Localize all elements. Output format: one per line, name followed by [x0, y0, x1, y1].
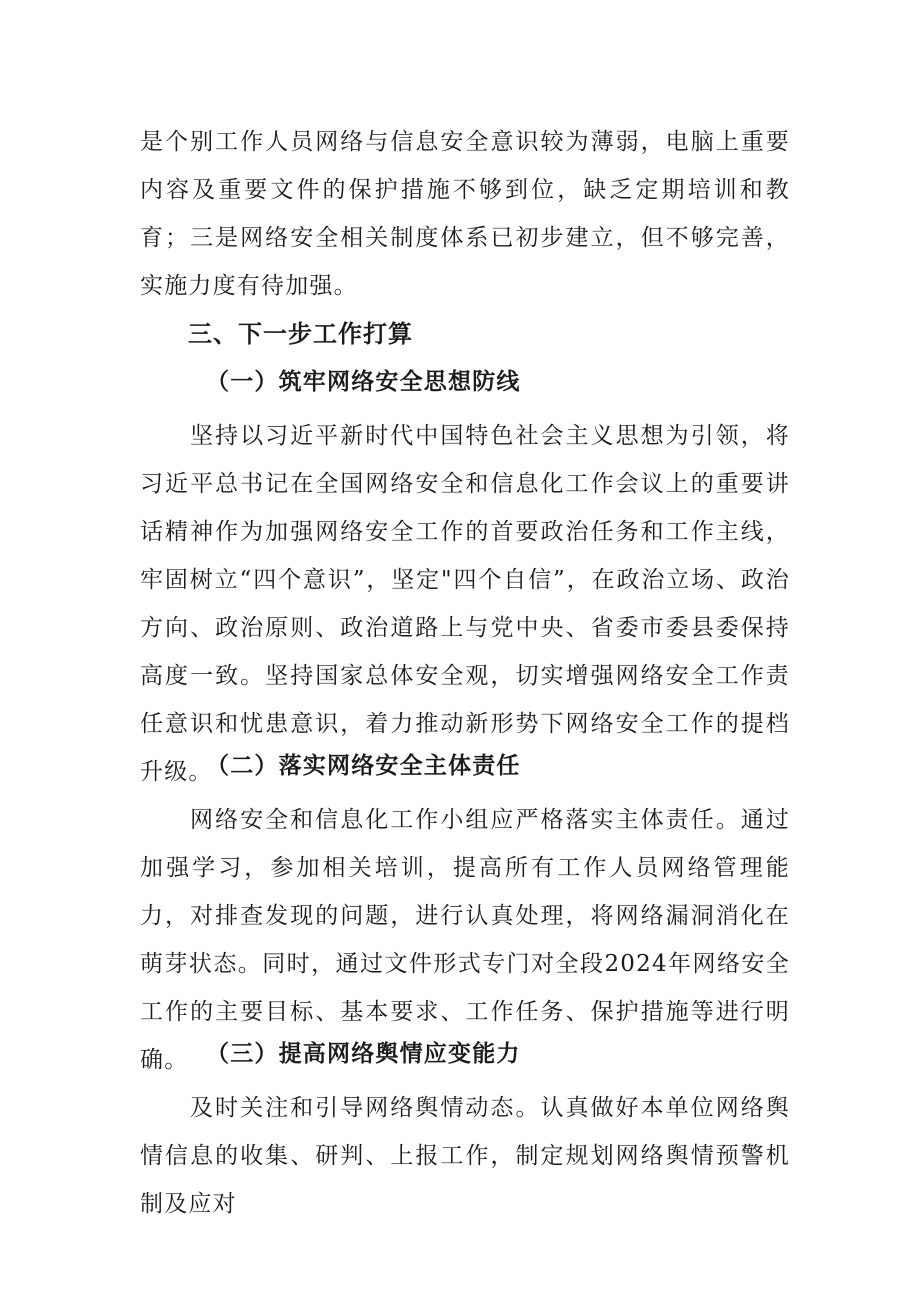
- section-heading: 三、下一步工作打算: [188, 320, 413, 348]
- intro-paragraph: 是个别工作人员网络与信息安全意识较为薄弱，电脑上重要内容及重要文件的保护措施不够到位，缺乏定期培训和教育；三是网络安全相关制度体系已初步建立，但不够完善，实施力度有待加强。: [140, 129, 790, 299]
- subsection-body-1: 坚持以习近平新时代中国特色社会主义思想为引领，将习近平总书记在全国网络安全和信息化工作会议上的重要讲话精神作为加强网络安全工作的首要政治任务和工作主线，牢固树立“四个意识”，坚定"四个自信”，在政治立场、政治方向、政治原则、政治道路上与党中央、省委市委县委保持高度一致。坚持国家总体安全观，切实增强网络安全工作责任意识和忧患意识，着力推动新形势下网络安全工作的提档升级。: [140, 423, 790, 785]
- subsection-body-3: 及时关注和引导网络舆情动态。认真做好本单位网络舆情信息的收集、研判、上报工作，制定规划网络舆情预警机制及应对: [140, 1095, 790, 1217]
- subsection-title-1: （一）筑牢网络安全思想防线: [206, 368, 521, 395]
- subsection-title-3: （三）提高网络舆情应变能力: [206, 1040, 521, 1067]
- subsection-body-2: 网络安全和信息化工作小组应严格落实主体责任。通过加强学习，参加相关培训，提高所有工作人员网络管理能力，对排查发现的问题，进行认真处理，将网络漏洞消化在萌芽状态。同时，通过文件形式专门对全段2024年网络安全工作的主要目标、基本要求、工作任务、保护措施等进行明确。: [140, 807, 790, 1073]
- subsection-title-2: （二）落实网络安全主体责任: [206, 752, 521, 779]
